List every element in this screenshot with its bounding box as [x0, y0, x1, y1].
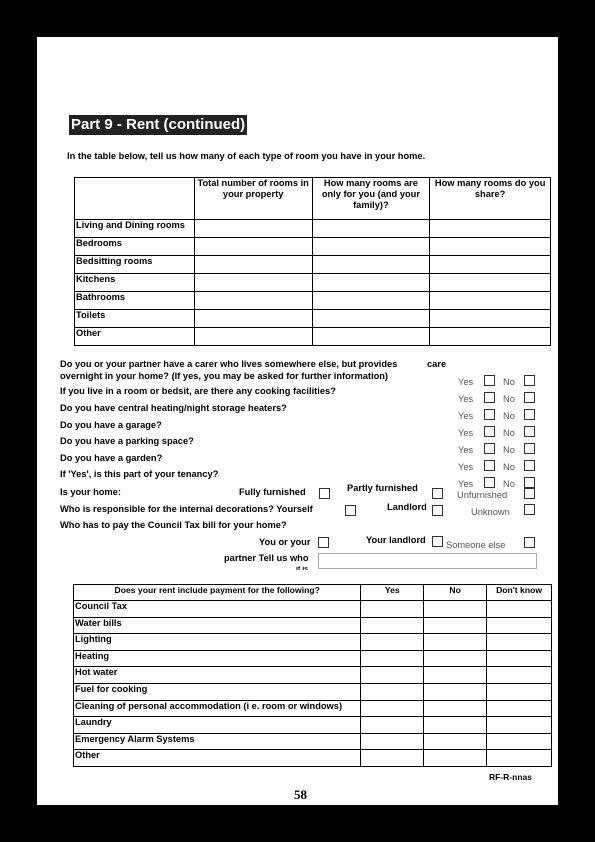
- rooms-cell-total[interactable]: [194, 328, 312, 346]
- heating-question: Do you have central heating/night storage heaters?: [60, 403, 287, 413]
- home-is-label: Is your home:: [60, 487, 121, 497]
- rent-cell-yes[interactable]: [361, 750, 424, 767]
- rent-header-no: No: [424, 585, 487, 601]
- rent-cell-no[interactable]: [424, 667, 487, 684]
- garage-question: Do you have a garage?: [60, 420, 162, 430]
- rent-row: [74, 717, 552, 734]
- parking-yes-checkbox[interactable]: [484, 443, 495, 454]
- tenancy-yes-label: Yes: [458, 479, 474, 489]
- rent-cell-dont-know[interactable]: [487, 667, 552, 684]
- decorations-yourself-checkbox[interactable]: [345, 505, 356, 516]
- rent-row: [74, 700, 552, 717]
- room-type-label: Living and Dining rooms: [75, 220, 195, 238]
- heating-no-label: No: [503, 411, 515, 421]
- room-type-label: Other: [75, 328, 195, 346]
- your-landlord-label: Your landlord: [366, 535, 426, 545]
- rooms-cell-only-you[interactable]: [312, 274, 430, 292]
- rent-item-label: Heating: [74, 650, 361, 667]
- rent-row: [74, 634, 552, 651]
- rooms-cell-total[interactable]: [194, 220, 312, 238]
- landlord-label: Landlord: [387, 502, 427, 512]
- cooking-yes-label: Yes: [458, 394, 474, 404]
- cooking-no-label: No: [503, 394, 515, 404]
- rooms-cell-only-you[interactable]: [312, 292, 430, 310]
- rent-cell-yes[interactable]: [361, 601, 424, 618]
- heating-yes-label: Yes: [458, 411, 474, 421]
- fully-furnished-checkbox[interactable]: [319, 488, 330, 499]
- heating-no-checkbox[interactable]: [524, 409, 535, 420]
- rent-item-label: Hot water: [74, 667, 361, 684]
- rooms-cell-total[interactable]: [194, 310, 312, 328]
- rent-cell-no[interactable]: [424, 650, 487, 667]
- carer-question-line1: Do you or your partner have a carer who lives somewhere else, but provides: [60, 359, 398, 369]
- rent-header-dont-know: Don't know: [487, 585, 552, 601]
- rent-row: [74, 683, 552, 700]
- rent-row: [74, 617, 552, 634]
- rent-cell-dont-know[interactable]: [487, 650, 552, 667]
- rooms-cell-total[interactable]: [194, 238, 312, 256]
- rooms-cell-share[interactable]: [430, 328, 551, 346]
- rooms-cell-total[interactable]: [194, 256, 312, 274]
- rent-cell-dont-know[interactable]: [487, 700, 552, 717]
- cooking-yes-checkbox[interactable]: [484, 392, 495, 403]
- intro-text: In the table below, tell us how many of each type of room you have in your home.: [67, 151, 426, 161]
- carer-no-label: No: [503, 377, 515, 387]
- decorations-question: Who is responsible for the internal decorations? Yourself: [60, 504, 313, 514]
- rooms-row: [75, 274, 551, 292]
- rooms-cell-total[interactable]: [194, 292, 312, 310]
- rooms-cell-only-you[interactable]: [312, 328, 430, 346]
- rent-row: [74, 667, 552, 684]
- rooms-header-share: How many rooms do you share?: [430, 178, 551, 220]
- rent-cell-no[interactable]: [424, 717, 487, 734]
- rooms-row: [75, 220, 551, 238]
- decorations-landlord-checkbox[interactable]: [432, 505, 443, 516]
- rooms-cell-only-you[interactable]: [312, 310, 430, 328]
- rent-cell-dont-know[interactable]: [487, 634, 552, 651]
- rooms-header-total: Total number of rooms in your property: [194, 178, 312, 220]
- rent-item-label: Emergency Alarm Systems: [74, 733, 361, 750]
- rooms-row: [75, 310, 551, 328]
- garage-no-label: No: [503, 428, 515, 438]
- unknown-label: Unknown: [471, 507, 510, 517]
- rent-cell-yes[interactable]: [361, 617, 424, 634]
- form-page: [37, 37, 558, 805]
- rooms-cell-share[interactable]: [430, 310, 551, 328]
- partly-furnished-label: Partly furnished: [347, 483, 418, 493]
- rent-cell-no[interactable]: [424, 617, 487, 634]
- garage-yes-label: Yes: [458, 428, 474, 438]
- rent-cell-dont-know[interactable]: [487, 733, 552, 750]
- rooms-row: [75, 328, 551, 346]
- rooms-cell-total[interactable]: [194, 274, 312, 292]
- rent-includes-table: [73, 584, 552, 767]
- room-type-label: Kitchens: [75, 274, 195, 292]
- rent-cell-no[interactable]: [424, 601, 487, 618]
- garden-yes-label: Yes: [458, 462, 474, 472]
- partly-furnished-checkbox[interactable]: [432, 488, 443, 499]
- rent-cell-dont-know[interactable]: [487, 717, 552, 734]
- garage-no-checkbox[interactable]: [524, 426, 535, 437]
- carer-question-line2: overnight in your home? (If yes, you may be asked for further information): [60, 371, 389, 381]
- it-is-label: it is: [296, 566, 309, 570]
- rent-cell-yes[interactable]: [361, 650, 424, 667]
- you-or-your-label: You or your: [259, 537, 311, 547]
- rent-cell-yes[interactable]: [361, 667, 424, 684]
- council-tax-someone-else-checkbox[interactable]: [524, 537, 535, 548]
- carer-question-care: care: [427, 359, 447, 369]
- garden-question: Do you have a garden?: [60, 453, 163, 463]
- rent-item-label: Water bills: [74, 617, 361, 634]
- rent-cell-no[interactable]: [424, 683, 487, 700]
- room-type-label: Bathrooms: [75, 292, 195, 310]
- who-pays-input[interactable]: [318, 553, 537, 569]
- parking-no-checkbox[interactable]: [524, 443, 535, 454]
- rooms-cell-share[interactable]: [430, 274, 551, 292]
- room-type-label: Bedrooms: [75, 238, 195, 256]
- rent-item-label: Lighting: [74, 634, 361, 651]
- tenancy-question: If 'Yes', is this part of your tenancy?: [60, 469, 219, 479]
- rooms-cell-share[interactable]: [430, 220, 551, 238]
- unfurnished-checkbox[interactable]: [524, 488, 535, 499]
- rooms-cell-only-you[interactable]: [312, 238, 430, 256]
- partner-tell-label: partner Tell us who: [224, 553, 309, 563]
- rent-header-item: Does your rent include payment for the following?: [74, 585, 361, 601]
- rent-item-label: Other: [74, 750, 361, 767]
- cooking-no-checkbox[interactable]: [524, 392, 535, 403]
- rooms-cell-share[interactable]: [430, 292, 551, 310]
- rent-cell-yes[interactable]: [361, 717, 424, 734]
- rent-cell-no[interactable]: [424, 634, 487, 651]
- rooms-row: [75, 292, 551, 310]
- rent-cell-no[interactable]: [424, 700, 487, 717]
- decorations-unknown-checkbox[interactable]: [524, 504, 535, 515]
- council-tax-landlord-checkbox[interactable]: [432, 536, 443, 547]
- rooms-header-blank: [75, 178, 195, 220]
- rent-cell-dont-know[interactable]: [487, 683, 552, 700]
- carer-yes-checkbox[interactable]: [484, 375, 495, 386]
- garage-yes-checkbox[interactable]: [484, 426, 495, 437]
- rent-row: [74, 650, 552, 667]
- page-title: Part 9 - Rent (continued): [71, 116, 246, 133]
- rent-item-label: Cleaning of personal accommodation (i e. room or windows): [74, 700, 361, 717]
- parking-question: Do you have a parking space?: [60, 436, 194, 446]
- cooking-question: If you live in a room or bedsit, are there any cooking facilities?: [60, 386, 336, 396]
- room-type-label: Toilets: [75, 310, 195, 328]
- rooms-cell-share[interactable]: [430, 256, 551, 274]
- rent-cell-yes[interactable]: [361, 733, 424, 750]
- heating-yes-checkbox[interactable]: [484, 409, 495, 420]
- rent-cell-dont-know[interactable]: [487, 601, 552, 618]
- tenancy-no-label: No: [503, 479, 515, 489]
- unfurnished-label: Unfurnished: [457, 490, 508, 500]
- rent-row: [74, 750, 552, 767]
- rent-item-label: Laundry: [74, 717, 361, 734]
- rent-header-yes: Yes: [361, 585, 424, 601]
- fully-furnished-label: Fully furnished: [239, 487, 306, 497]
- rent-cell-no[interactable]: [424, 733, 487, 750]
- rent-item-label: Fuel for cooking: [74, 683, 361, 700]
- rooms-row: [75, 256, 551, 274]
- garden-no-label: No: [503, 462, 515, 472]
- tenancy-no-checkbox[interactable]: [524, 477, 535, 488]
- garden-no-checkbox[interactable]: [524, 460, 535, 471]
- rent-cell-yes[interactable]: [361, 700, 424, 717]
- rent-row: [74, 733, 552, 750]
- carer-yes-label: Yes: [458, 377, 474, 387]
- rent-item-label: Council Tax: [74, 601, 361, 618]
- rent-row: [74, 601, 552, 618]
- carer-no-checkbox[interactable]: [524, 375, 535, 386]
- rent-cell-no[interactable]: [424, 750, 487, 767]
- rent-cell-yes[interactable]: [361, 683, 424, 700]
- room-type-label: Bedsitting rooms: [75, 256, 195, 274]
- page-number: 58: [294, 787, 307, 802]
- rooms-cell-only-you[interactable]: [312, 220, 430, 238]
- rent-cell-dont-know[interactable]: [487, 617, 552, 634]
- rent-cell-yes[interactable]: [361, 634, 424, 651]
- rooms-header-only-you: How many rooms are only for you (and your family)?: [312, 178, 430, 220]
- rent-cell-dont-know[interactable]: [487, 750, 552, 767]
- parking-yes-label: Yes: [458, 445, 474, 455]
- parking-no-label: No: [503, 445, 515, 455]
- garden-yes-checkbox[interactable]: [484, 460, 495, 471]
- rooms-table: [74, 177, 551, 346]
- council-tax-question: Who has to pay the Council Tax bill for your home?: [60, 520, 287, 530]
- rooms-row: [75, 238, 551, 256]
- council-tax-you-checkbox[interactable]: [318, 537, 329, 548]
- someone-else-label: Someone else: [446, 540, 506, 550]
- rooms-cell-share[interactable]: [430, 238, 551, 256]
- form-code: RF-R-nnas: [489, 772, 532, 782]
- rooms-cell-only-you[interactable]: [312, 256, 430, 274]
- tenancy-yes-checkbox[interactable]: [484, 477, 495, 488]
